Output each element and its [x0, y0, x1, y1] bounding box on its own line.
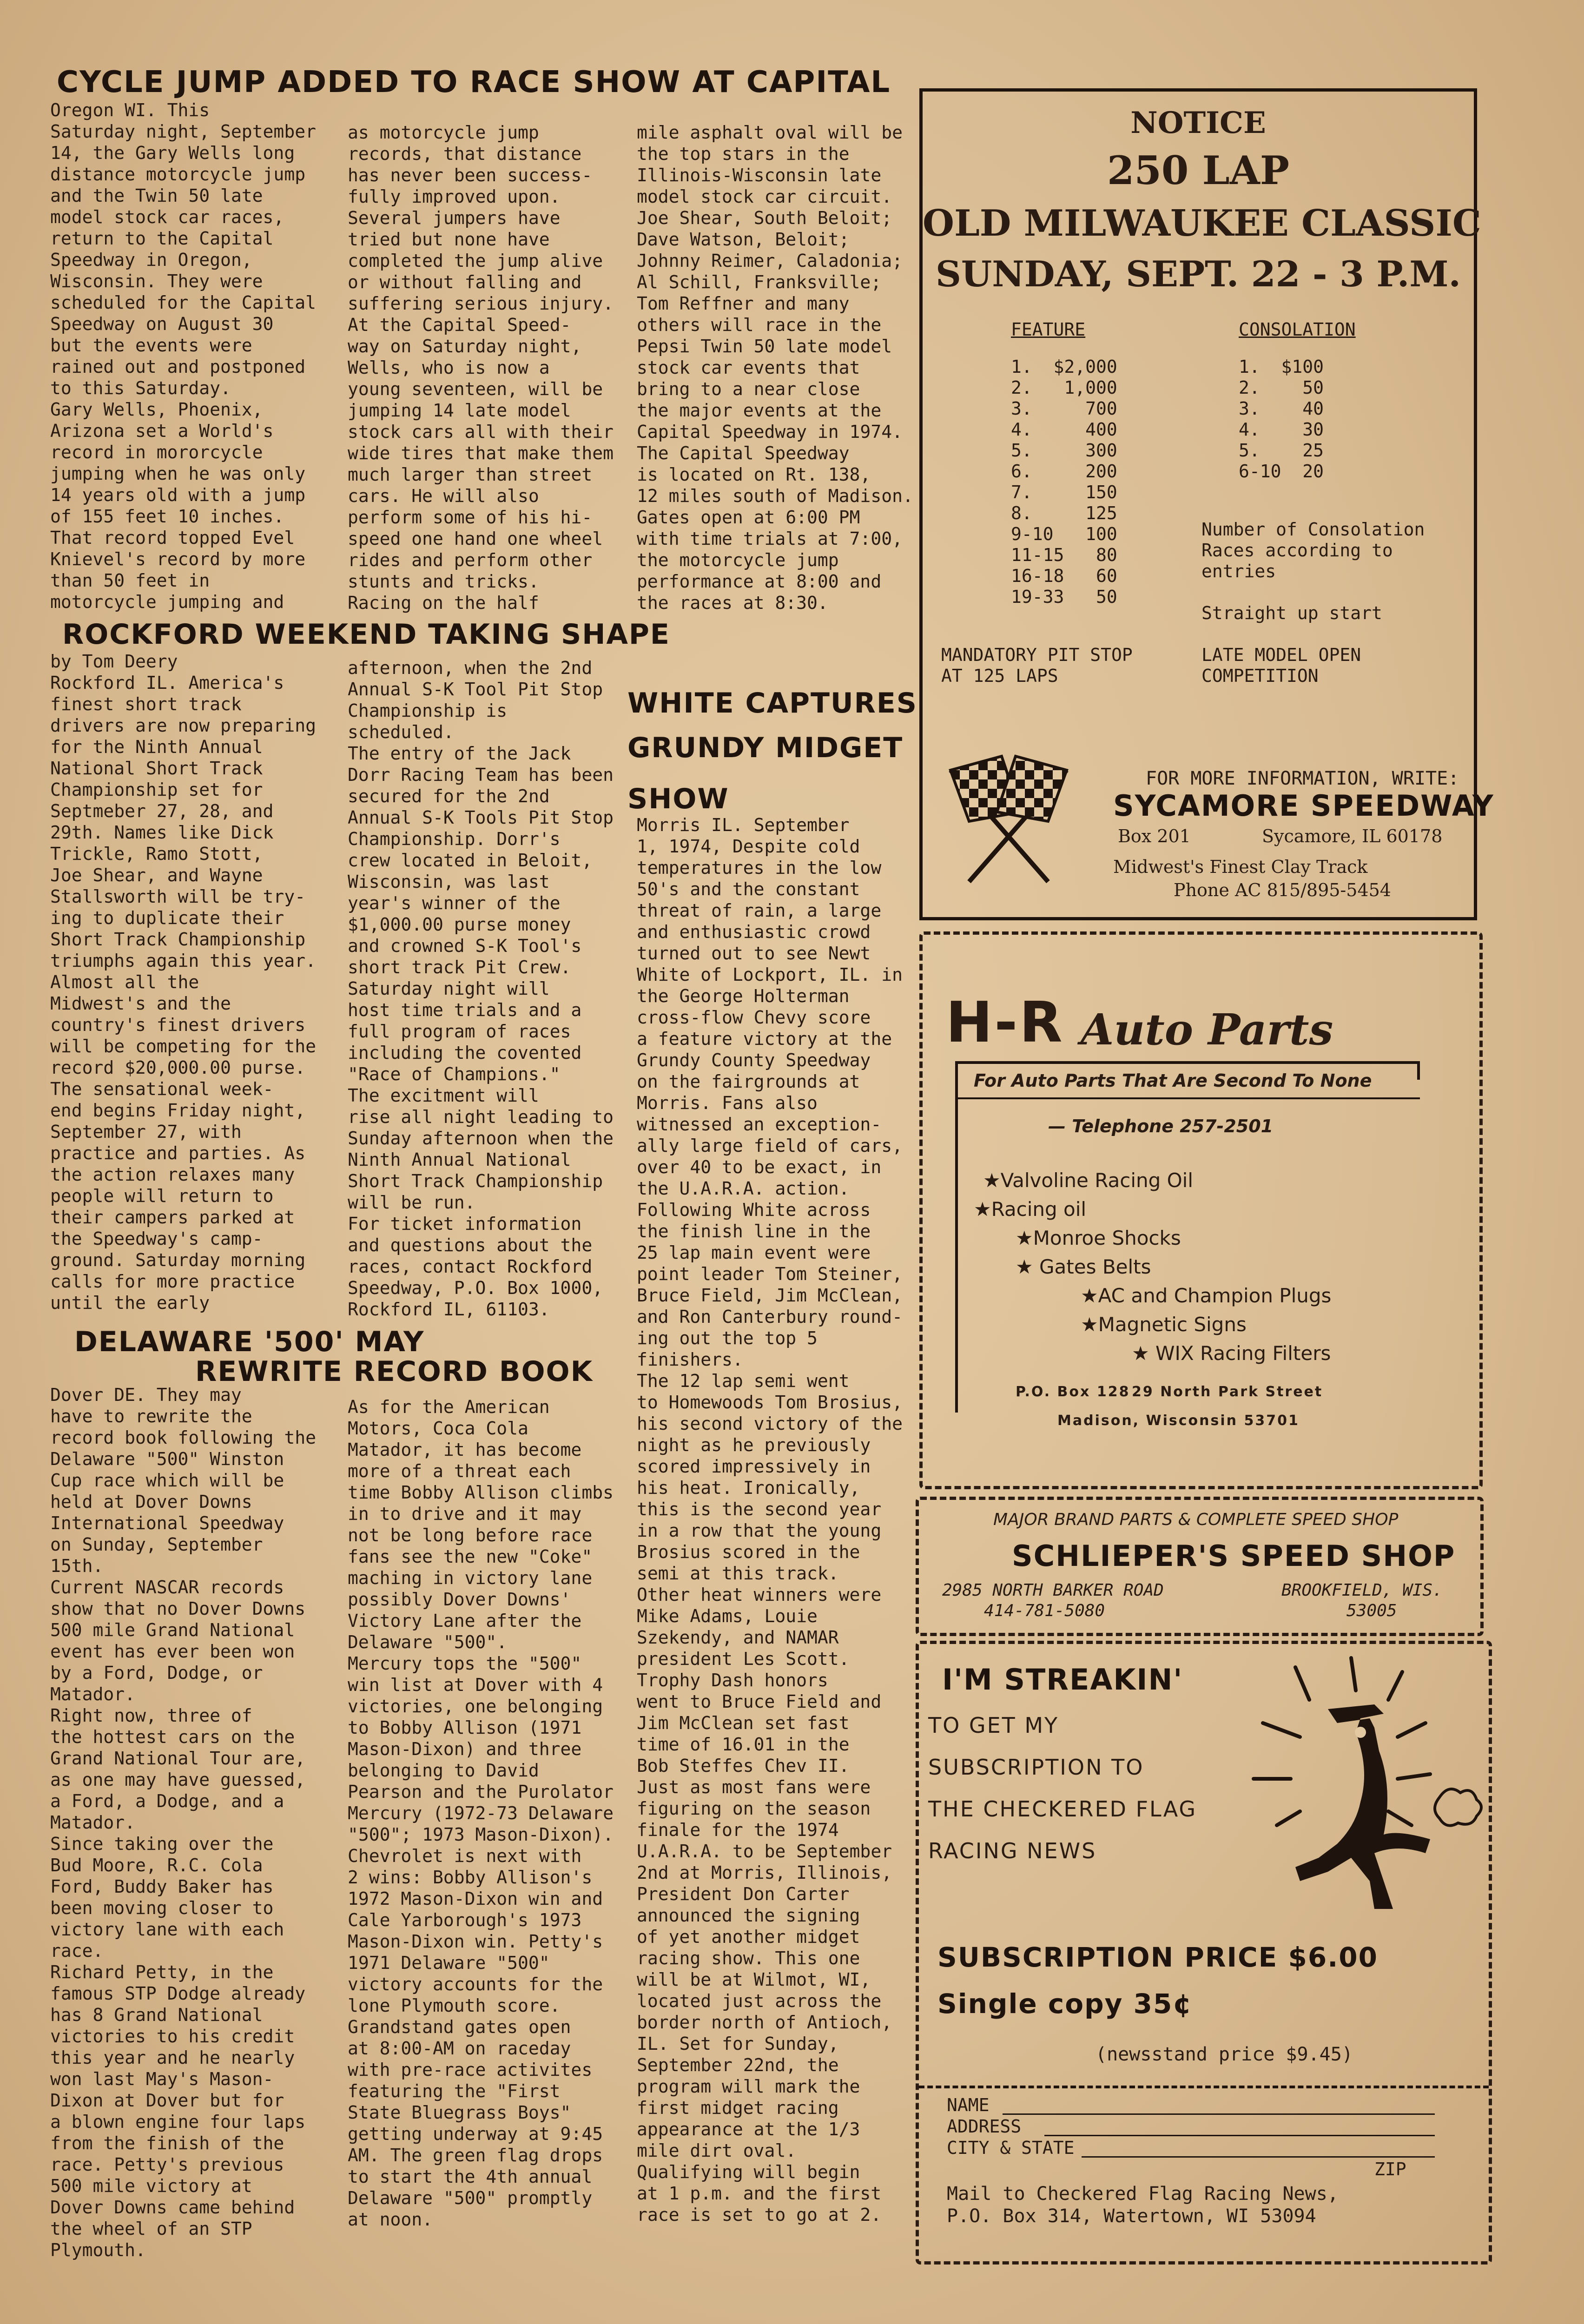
feature-title: FEATURE [1011, 319, 1086, 340]
delaware-headline-2: REWRITE RECORD BOOK [195, 1355, 594, 1388]
rockford-col-2: afternoon, when the 2nd Annual S-K Tool Pit Stop Championship is scheduled. The entry of the Jack Dorr Racing Team has been secured for the 2nd Annual S-K Tools Pit Stop Championship. Dorr's crew located in Beloit, Wisconsin, was last year's winner of the $1,000.00 purse money and crowned S-K Tool's short track Pit Crew. Saturday night will host time trials and a full program of races including the covented "Race of Champions." The excitment will rise all night leading to Sunday afternoon when the Ninth Annual National Short Track Championship will be run. For ticket information and questions about the races, contact Rockford Speedway, P.O. Box 1000, Rockford IL, 61103. [348, 658, 614, 1320]
schlieper-name: SCHLIEPER'S SPEED SHOP [1012, 1539, 1456, 1573]
hr-item-monroe: ★Monroe Shocks [1016, 1227, 1181, 1249]
hr-brand-script: Auto Parts [1081, 1004, 1333, 1055]
more-info-label: FOR MORE INFORMATION, WRITE: [1146, 768, 1459, 789]
form-divider [919, 2086, 1489, 2088]
sycamore-phone: Phone AC 815/895-5454 [1174, 880, 1391, 900]
hr-item-racing-oil: ★Racing oil [974, 1198, 1087, 1221]
feature-payouts: 1. $2,000 2. 1,000 3. 700 4. 400 5. 300 6. 200 7. 150 8. 125 9-10 100 11-15 80 16-18 60 19-33 50 [1011, 357, 1117, 607]
sycamore-name: SYCAMORE SPEEDWAY [1113, 789, 1494, 823]
hr-item-valvoline: ★Valvoline Racing Oil [983, 1169, 1194, 1192]
single-copy-price: Single copy 35¢ [937, 1988, 1193, 2020]
hr-item-magnetic: ★Magnetic Signs [1081, 1313, 1247, 1336]
star-icon: ★ [1132, 1342, 1156, 1365]
hr-slogan: For Auto Parts That Are Second To None [974, 1070, 1372, 1091]
sycamore-tagline: Midwest's Finest Clay Track [1113, 857, 1368, 877]
subscription-ad [916, 1641, 1492, 2265]
white-headline-2: GRUNDY MIDGET [627, 732, 904, 764]
hr-item-wix: ★ WIX Racing Filters [1132, 1342, 1331, 1365]
sycamore-box: Box 201 [1118, 826, 1191, 846]
form-city-label: CITY & STATE [947, 2138, 1075, 2158]
white-body: Morris IL. September 1, 1974, Despite cold temperatures in the low 50's and the constant threat of rain, a large and enthusiastic crowd turned out to see Newt White of Lockport, IL. in the George Holterman cross-flow Chevy score a feature victory at the Grundy County Speedway on the fairgrounds at Morris. Fans also witnessed an exception- ally large field of cars, over 40 to be exact, in the U.A.R.A. action. Following White across the finish line in the 25 lap main event were point leader Tom Steiner, Bruce Field, Jim McClean, and Ron Canterbury round- ing out the top 5 finishers. The 12 lap semi went to Homewoods Tom Brosius, his second victory of the night as he previously scored impressively in his heat. Ironically, this is the second year in a row that the young Brosius scored in the semi at this track. Other heat winners were Mike Adams, Louie Szekendy, and NAMAR president Les Scott. Trophy Dash honors went to Bruce Field and Jim McClean set fast time of 16.01 in the Bob Steffes Chev II. Just as most fans were figuring on the season finale for the 1974 U.A.R.A. to be September 2nd at Morris, Illinois, President Don Carter announced the signing of yet another midget racing show. This one will be at Wilmot, WI, located just across the border north of Antioch, IL. Set for Sunday, September 22nd, the program will mark the first midget racing appearance at the 1/3 mile dirt oval. Qualifying will begin at 1 p.m. and the first race is set to go at 2. [637, 815, 903, 2225]
mail-line-1: Mail to Checkered Flag Racing News, [947, 2183, 1339, 2205]
star-icon: ★ [974, 1198, 991, 1221]
delaware-col-1: Dover DE. They may have to rewrite the record book following the Delaware "500" Winston Cup race which will be held at Dover Downs International Speedway on Sunday, September 15th. Current NASCAR records show that no Dover Downs 500 mile Grand National event has ever been won by a Ford, Dodge, or Matador. Right now, three of the hottest cars on the Grand National Tour are, as one may have guessed, a Ford, a Dodge, and a Matador. Since taking over the Bud Moore, R.C. Cola Ford, Buddy Baker has been moving closer to victory lane with each race. Richard Petty, in the famous STP Dodge already has 8 Grand National victories to his credit this year and he nearly won last May's Mason- Dixon at Dover but for a blown engine four laps from the finish of the race. Petty's previous 500 mile victory at Dover Downs came behind the wheel of an STP Plymouth. [50, 1385, 316, 2260]
subscription-line-2: SUBSCRIPTION TO [928, 1755, 1144, 1780]
streaker-mascot-icon [1221, 1649, 1481, 1937]
cycle-col-1: Oregon WI. This Saturday night, September 14, the Gary Wells long distance motorcycle jump and the Twin 50 late model stock car races, return to the Capital Speedway in Oregon, Wisconsin. They were scheduled for the Capital Speedway on August 30 but the events were rained out and postponed to this Saturday. Gary Wells, Phoenix, Arizona set a World's record in mororcycle jumping when he was only 14 years old with a jump of 155 feet 10 inches. That record topped Evel Knievel's record by more than 50 feet in motorcycle jumping and [50, 100, 316, 612]
pit-stop-note: MANDATORY PIT STOP AT 125 LAPS [941, 645, 1133, 686]
consolation-note: Number of Consolation Races according to entries [1201, 519, 1425, 581]
hr-phone: — Telephone 257-2501 [1048, 1116, 1274, 1136]
rockford-headline: ROCKFORD WEEKEND TAKING SHAPE [62, 618, 670, 651]
star-icon: ★ [983, 1169, 1001, 1192]
form-zip-label: ZIP [1374, 2159, 1406, 2179]
hr-auto-parts-ad [919, 931, 1483, 1489]
hr-item-ac-champion: ★AC and Champion Plugs [1081, 1284, 1332, 1307]
schlieper-city: BROOKFIELD, WIS. [1281, 1581, 1443, 1600]
subscription-line-4: RACING NEWS [928, 1838, 1097, 1863]
star-icon: ★ [1016, 1255, 1040, 1278]
cycle-col-2: as motorcycle jump records, that distance has never been success- fully improved upon. Several jumpers have tried but none have completed the jump alive or without falling and suffering serious injury. At the Capital Speed- way on Saturday night, Wells, who is now a young seventeen, will be jumping 14 late model stock cars all with their wide tires that make them much larger than street cars. He will also perform some of his hi- speed one hand one wheel rides and perform other stunts and tricks. Racing on the half [348, 122, 614, 613]
white-headline-3: SHOW [627, 783, 729, 815]
consolation-payouts: 1. $100 2. 50 3. 40 4. 30 5. 25 6-10 20 [1239, 357, 1324, 482]
star-icon: ★ [1081, 1284, 1098, 1307]
event-date: SUNDAY, SEPT. 22 - 3 P.M. [936, 253, 1461, 295]
hr-item-gates: ★ Gates Belts [1016, 1255, 1151, 1278]
schlieper-top: MAJOR BRAND PARTS & COMPLETE SPEED SHOP [993, 1510, 1399, 1529]
checkered-flags-icon [932, 752, 1085, 886]
subscription-price: SUBSCRIPTION PRICE $6.00 [937, 1941, 1378, 1973]
form-city-field[interactable] [1082, 2156, 1435, 2158]
cycle-col-3: mile asphalt oval will be the top stars in the Illinois-Wisconsin late model stock car circuit. Joe Shear, South Beloit; Dave Watson, Beloit; Johnny Reimer, Caladonia; Al Schill, Franksville; Tom Reffner and many others will race in the Pepsi Twin 50 late model stock car events that bring to a near close the major events at the Capital Speedway in 1974. The Capital Speedway is located on Rt. 138, 12 miles south of Madison. Gates open at 6:00 PM with time trials at 7:00, the motorcycle jump performance at 8:00 and the races at 8:30. [637, 122, 913, 613]
form-address-field[interactable] [1044, 2135, 1435, 2136]
form-address-label: ADDRESS [947, 2116, 1022, 2137]
sycamore-ad [919, 88, 1494, 920]
rockford-col-1: by Tom Deery Rockford IL. America's finest short track drivers are now preparing for the Ninth Annual National Short Track Championship set for Septmeber 27, 28, and 29th. Names like Dick Trickle, Ramo Stott, Joe Shear, and Wayne Stallsworth will be try- ing to duplicate their Short Track Championship triumphs again this year. Almost all the Midwest's and the country's finest drivers will be competing for the record $20,000.00 purse. The sensational week- end begins Friday night, September 27, with practice and parties. As the action relaxes many people will return to their campers parked at the Speedway's camp- ground. Saturday morning calls for more practice until the early [50, 651, 316, 1313]
hr-street: 29 North Park Street [1132, 1384, 1323, 1400]
open-competition-note: LATE MODEL OPEN COMPETITION [1201, 645, 1361, 686]
schlieper-address: 2985 NORTH BARKER ROAD [942, 1581, 1164, 1600]
star-icon: ★ [1016, 1227, 1033, 1249]
newsstand-price: (newsstand price $9.45) [1096, 2044, 1353, 2065]
delaware-col-2: As for the American Motors, Coca Cola Matador, it has become more of a threat each time Bobby Allison climbs in to drive and it may not be long before race fans see the new "Coke" maching in victory lane possibly Dover Downs' Victory Lane after the Delaware "500". Mercury tops the "500" win list at Dover with 4 victories, one belonging to Bobby Allison (1971 Mason-Dixon) and three belonging to David Pearson and the Purolator Mercury (1972-73 Delaware "500"; 1973 Mason-Dixon). Chevrolet is next with 2 wins: Bobby Allison's 1972 Mason-Dixon win and Cale Yarborough's 1973 Mason-Dixon win. Petty's 1971 Delaware "500" victory accounts for the lone Plymouth score. Grandstand gates open at 8:00-AM on raceday with pre-race activites featuring the "First State Bluegrass Boys" getting underway at 9:45 AM. The green flag drops to start the 4th annual Delaware "500" promptly at noon. [348, 1397, 614, 2230]
start-note: Straight up start [1201, 603, 1382, 623]
delaware-headline-1: DELAWARE '500' MAY [74, 1326, 425, 1358]
notice-label: NOTICE [1130, 106, 1266, 140]
star-icon: ★ [1081, 1313, 1098, 1336]
form-name-field[interactable] [1003, 2113, 1435, 2115]
subscription-line-1: TO GET MY [928, 1713, 1059, 1738]
laps-label: 250 LAP [1107, 147, 1289, 193]
hr-brand: H-R [946, 990, 1064, 1055]
schlieper-phone: 414-781-5080 [984, 1601, 1105, 1620]
sycamore-city: Sycamore, IL 60178 [1262, 826, 1443, 846]
schlieper-zip: 53005 [1346, 1601, 1397, 1620]
subscription-line-3: THE CHECKERED FLAG [928, 1796, 1197, 1822]
form-name-label: NAME [947, 2095, 990, 2115]
hr-city: Madison, Wisconsin 53701 [1057, 1413, 1300, 1429]
consolation-title: CONSOLATION [1239, 319, 1356, 340]
hr-pobox: P.O. Box 128 [1016, 1384, 1130, 1400]
event-title: OLD MILWAUKEE CLASSIC [923, 202, 1481, 244]
subscription-headline: I'M STREAKIN' [942, 1663, 1183, 1697]
schlieper-ad [916, 1497, 1484, 1636]
white-headline-1: WHITE CAPTURES [627, 687, 918, 720]
cycle-headline: CYCLE JUMP ADDED TO RACE SHOW AT CAPITAL [57, 65, 891, 99]
mail-line-2: P.O. Box 314, Watertown, WI 53094 [947, 2205, 1316, 2227]
